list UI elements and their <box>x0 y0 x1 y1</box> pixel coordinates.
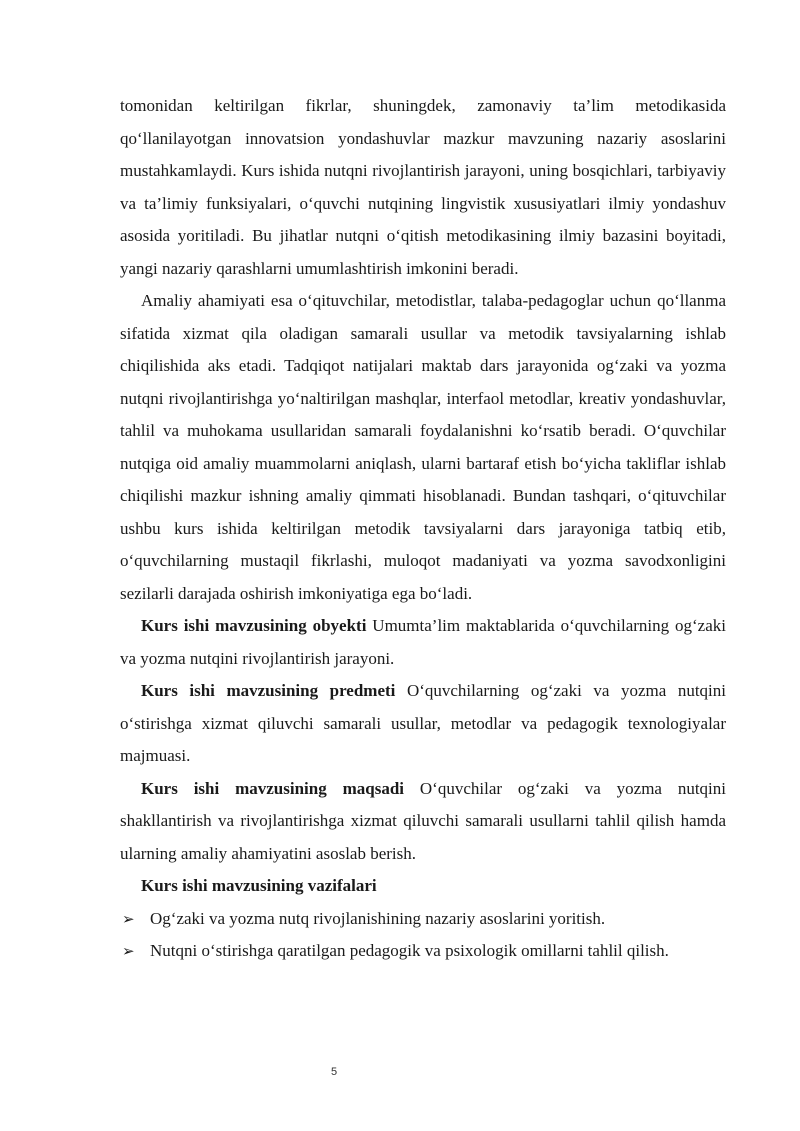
list-item <box>122 903 726 936</box>
goal-label: Kurs ishi mavzusining maqsadi <box>141 778 405 798</box>
task-item-text: Nutqni o‘stirishga qaratilgan pedagogik va psixologik omillarni tahlil qilish. <box>150 941 669 960</box>
subject-label: Kurs ishi mavzusining predmeti <box>141 681 396 700</box>
arrow-bullet-icon: ➢ <box>122 942 135 960</box>
subject-text: O‘quvchilarning og‘zaki va yozma nutqini o‘stirishga xizmat qiluvchi samarali usullar, metodlar va pedagogik texnologiyalar majmuasi. <box>120 681 726 765</box>
paragraph-goal <box>120 773 726 871</box>
arrow-bullet-icon: ➢ <box>122 909 135 928</box>
paragraph-practical-significance: Amaliy ahamiyati esa o‘qituvchilar, metodistlar, talaba-pedagoglar uchun qo‘llanma sifatida xizmat qila oladigan samarali usullar va metodik tavsiyalarning ishlab chiqilishida aks etadi. Tadqiqot natijalari maktab dars jarayonida og‘zaki va yozma nutqni rivojlantirishga yo‘naltirilgan mashqlar, interfaol metodlar, kreativ yondashuvlar, tahlil va muhokama usullaridan samarali foydalanishni ko‘rsatib beradi. O‘quvchilar nutqiga oid amaliy muammolarni aniqlash, ularni bartaraf etish bo‘yicha takliflar ishlab chiqilishi mazkur ishning amaliy qimmati hisoblanadi. Bundan tashqari, o‘qituvchilar ushbu kurs ishida keltirilgan metodik tavsiyalarni dars jarayoniga tatbiq etib, o‘quvchilarning mustaqil fikrlashi, muloqot madaniyati va yozma savodxonligini sezilarli darajada oshirish imkoniyatiga ega bo‘ladi. <box>120 291 726 603</box>
paragraph-object <box>120 610 726 675</box>
page-number: 5 <box>330 1066 338 1078</box>
task-item-text: Og‘zaki va yozma nutq rivojlanishining nazariy asoslarini yoritish. <box>150 908 606 928</box>
paragraph-subject <box>120 675 726 773</box>
goal-text: O‘quvchilar og‘zaki va yozma nutqini shakllantirish va rivojlantirishga xizmat qiluvchi samarali usullarni tahlil qilish hamda ularning amaliy ahamiyatini asoslab berish. <box>120 778 727 863</box>
list-item <box>122 935 726 968</box>
tasks-list <box>120 903 726 968</box>
tasks-heading: Kurs ishi mavzusining vazifalari <box>141 876 377 895</box>
object-text: Umumta’lim maktablarida o‘quvchilarning og‘zaki va yozma nutqini rivojlantirish jarayoni. <box>120 616 726 668</box>
object-label: Kurs ishi mavzusining obyekti <box>141 616 367 635</box>
paragraph-theoretical-significance: tomonidan keltirilgan fikrlar, shuningdek, zamonaviy ta’lim metodikasida qo‘llanilayotgan innovatsion yondashuvlar mazkur mavzuning nazariy asoslarini mustahkamlaydi. Kurs ishida nutqni rivojlantirish jarayoni, uning bosqichlari, tarbiyaviy va ta’limiy funksiyalari, o‘quvchi nutqining lingvistik xususiyatlari ilmiy yondashuv asosida yoritiladi. Bu jihatlar nutqni o‘qitish metodikasining ilmiy bazasini boyitadi, yangi nazariy qarashlarni umumlashtirish imkonini beradi. <box>120 96 726 278</box>
page-body <box>120 90 726 968</box>
